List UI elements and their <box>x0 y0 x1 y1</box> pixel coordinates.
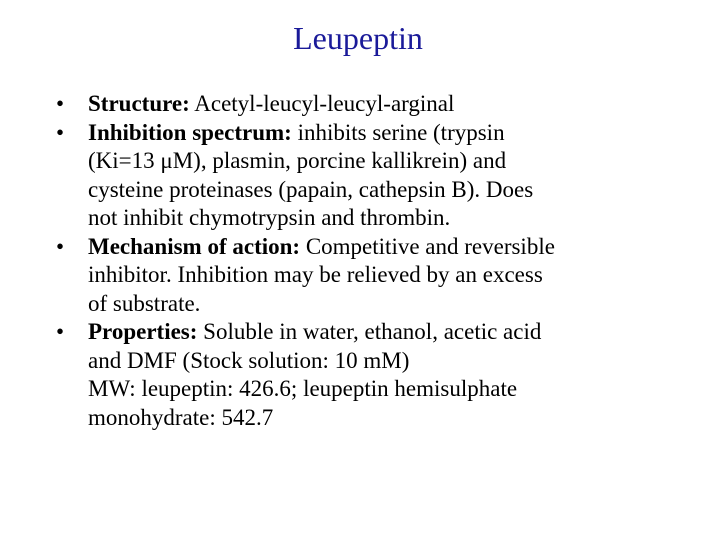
bullet-item-mechanism <box>56 233 666 319</box>
bullet-item-structure <box>56 90 666 119</box>
bullet-line <box>88 318 666 347</box>
bullet-icon: • <box>56 233 65 259</box>
bullet-line: not inhibit chymotrypsin and thrombin. <box>88 205 451 230</box>
bullet-line <box>88 90 666 119</box>
slide-title: Leupeptin <box>293 20 423 56</box>
bullet-term: Properties: <box>88 319 198 344</box>
bullet-line: cysteine proteinases (papain, cathepsin B). Does <box>88 176 534 202</box>
bullet-term: Structure: <box>88 91 190 116</box>
bullet-line <box>88 233 666 262</box>
bullet-text: inhibits serine (trypsin <box>291 119 505 145</box>
bullet-line: and DMF (Stock solution: 10 mM) <box>88 347 410 373</box>
bullet-line: monohydrate: 542.7 <box>88 404 274 430</box>
bullet-line: MW: leupeptin: 426.6; leupeptin hemisulphate <box>88 376 518 401</box>
bullet-line: (Ki=13 μM), plasmin, porcine kallikrein) and <box>88 148 507 173</box>
bullet-icon: • <box>56 91 65 116</box>
bullet-item-properties <box>56 318 666 432</box>
bullet-term: Mechanism of action: <box>88 233 301 259</box>
bullet-line: of substrate. <box>88 290 201 316</box>
bullet-icon: • <box>56 319 65 344</box>
bullet-item-inhibition-spectrum <box>56 119 666 233</box>
bullet-list <box>56 90 666 432</box>
bullet-line <box>88 119 666 148</box>
bullet-text: Acetyl-leucyl-leucyl-arginal <box>189 91 455 116</box>
bullet-icon: • <box>56 119 65 145</box>
bullet-text: Soluble in water, ethanol, acetic acid <box>197 319 542 344</box>
bullet-term: Inhibition spectrum: <box>88 119 292 145</box>
bullet-line: inhibitor. Inhibition may be relieved by an excess <box>88 262 543 287</box>
bullet-text: Competitive and reversible <box>300 233 555 259</box>
